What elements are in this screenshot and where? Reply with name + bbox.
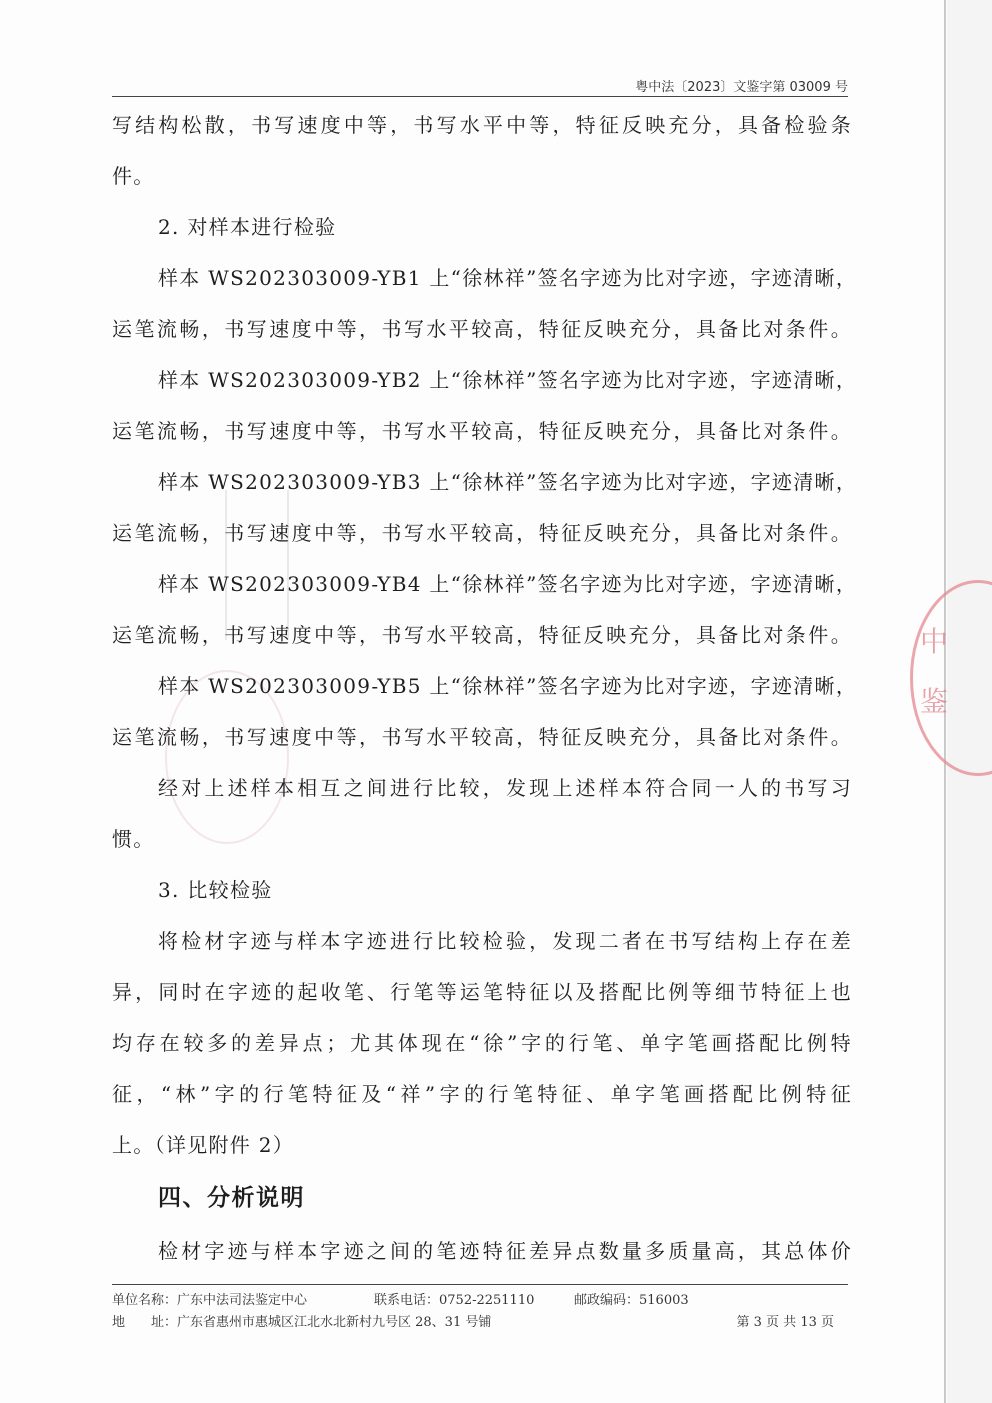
body-line: 样本 WS202303009-YB1 上“徐林祥”签名字迹为比对字迹，字迹清晰， (158, 266, 858, 290)
subheading: 3. 比较检验 (158, 878, 273, 902)
seal-arc (910, 580, 992, 776)
body-line: 运笔流畅，书写速度中等，书写水平较高，特征反映充分，具备比对条件。 (112, 521, 852, 545)
document-body (112, 100, 858, 1277)
body-line: 惯。 (112, 827, 155, 851)
footer-address: 地 址：广东省惠州市惠城区江北水北新村九号区 28、31 号铺 (112, 1315, 492, 1330)
document-number: 粤中法〔2023〕文鉴字第 03009 号 (635, 80, 848, 95)
body-line: 样本 WS202303009-YB2 上“徐林祥”签名字迹为比对字迹，字迹清晰， (158, 368, 858, 392)
body-line: 运笔流畅，书写速度中等，书写水平较高，特征反映充分，具备比对条件。 (112, 419, 852, 443)
body-line: 均存在较多的差异点；尤其体现在“徐”字的行笔、单字笔画搭配比例特 (112, 1031, 852, 1055)
body-line: 运笔流畅，书写速度中等，书写水平较高，特征反映充分，具备比对条件。 (112, 623, 852, 647)
body-line: 将检材字迹与样本字迹进行比较检验，发现二者在书写结构上存在差 (158, 929, 852, 953)
body-line: 检材字迹与样本字迹之间的笔迹特征差异点数量多质量高，其总体价 (158, 1239, 852, 1263)
section-heading: 四、分析说明 (158, 1185, 305, 1211)
seal-mark: 鉴 (920, 685, 949, 718)
body-line: 样本 WS202303009-YB4 上“徐林祥”签名字迹为比对字迹，字迹清晰， (158, 572, 858, 596)
footer-page-number: 第 3 页 共 13 页 (736, 1315, 834, 1330)
footer-phone: 联系电话：0752-2251110 (374, 1293, 535, 1308)
body-line: 件。 (112, 164, 155, 188)
body-line: 征，“林”字的行笔特征及“祥”字的行笔特征、单字笔画搭配比例特征 (112, 1082, 852, 1106)
body-line: 异，同时在字迹的起收笔、行笔等运笔特征以及搭配比例等细节特征上也 (112, 980, 852, 1004)
page-footer (112, 1284, 848, 1334)
page-header (112, 74, 848, 97)
body-line: 写结构松散，书写速度中等，书写水平中等，特征反映充分，具备检验条 (112, 113, 852, 137)
body-line: 运笔流畅，书写速度中等，书写水平较高，特征反映充分，具备比对条件。 (112, 317, 852, 341)
footer-row-address (112, 1312, 848, 1334)
body-line: 上。（详见附件 2） (112, 1133, 295, 1157)
body-line: 样本 WS202303009-YB5 上“徐林祥”签名字迹为比对字迹，字迹清晰， (158, 674, 858, 698)
seal-mark: 中 (920, 625, 949, 658)
body-line: 运笔流畅，书写速度中等，书写水平较高，特征反映充分，具备比对条件。 (112, 725, 852, 749)
red-seal-partial (900, 580, 960, 770)
footer-row-contact (112, 1290, 848, 1312)
body-line: 经对上述样本相互之间进行比较，发现上述样本符合同一人的书写习 (158, 776, 852, 800)
footer-unit: 单位名称：广东中法司法鉴定中心 (112, 1293, 308, 1308)
body-line: 样本 WS202303009-YB3 上“徐林祥”签名字迹为比对字迹，字迹清晰， (158, 470, 858, 494)
footer-postcode: 邮政编码：516003 (574, 1293, 689, 1308)
subheading: 2. 对样本进行检验 (158, 215, 337, 239)
